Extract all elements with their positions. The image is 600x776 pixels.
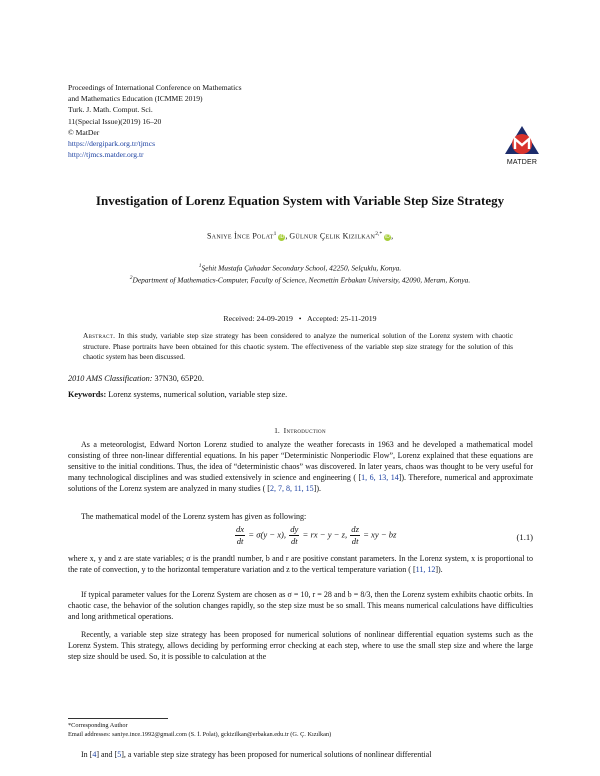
ams-label: 2010 AMS Classification:	[68, 374, 153, 383]
accepted-date: Accepted: 25-11-2019	[306, 314, 377, 323]
equation-body	[234, 524, 396, 547]
section-heading	[40, 426, 560, 435]
denominator: dt	[236, 536, 244, 546]
fraction	[289, 524, 299, 547]
keywords	[68, 390, 287, 399]
author-name: Saniye İnce Polat	[206, 231, 274, 241]
ams-classification	[68, 374, 204, 383]
citation-link[interactable]: 1, 6, 13, 14	[361, 472, 399, 482]
orcid-icon[interactable]: iD	[385, 233, 390, 240]
denominator: dt	[351, 536, 359, 546]
fraction	[350, 524, 360, 547]
affiliation-text: Şehit Mustafa Çuhadar Secondary School, 42250, Selçuklu, Konya.	[201, 263, 402, 273]
submission-dates	[40, 314, 560, 323]
keywords-label: Keywords:	[68, 390, 107, 399]
equation-lorenz	[68, 524, 533, 554]
affiliation-sup: 1	[198, 263, 202, 269]
paragraph-variables	[68, 554, 533, 576]
matder-logo	[490, 124, 554, 166]
paper-title: Investigation of Lorenz Equation System with Variable Step Size Strategy	[95, 193, 505, 208]
date-separator: •	[298, 314, 302, 323]
numerator: dx	[236, 524, 245, 534]
header-line: Turk. J. Math. Comput. Sci.	[68, 105, 153, 115]
footnote-corresponding: *Corresponding Author	[68, 722, 128, 729]
footnote-emails: Email addresses: saniye.ince.1992@gmail.com (S. İ. Polat), gckizilkan@erbakan.edu.tr (G. Ç. Kızılkan)	[68, 731, 332, 738]
ams-value: 37N30, 65P20.	[154, 374, 204, 383]
author-sup: 2,*	[375, 231, 383, 237]
abstract-text: In this study, variable step size strategy has been considered to analyze the numerical solution of the Lorenz system with chaotic structure. Phase portraits have been obtained for this chaotic system. The effectiveness of the variable step size strategy for the solution of this chaotic system has been discussed.	[83, 331, 514, 362]
affiliation	[40, 263, 560, 272]
header-link-dergipark[interactable]: https://dergipark.org.tr/tjmcs	[68, 139, 156, 149]
received-date: Received: 24-09-2019	[223, 314, 293, 323]
abstract	[83, 331, 513, 363]
journal-header	[68, 82, 242, 160]
affiliation-text: Department of Mathematics-Computer, Faculty of Science, Necmettin Erbakan University, 42090, Meram, Konya.	[132, 275, 471, 285]
paragraph-text: ]). Therefore, numerical and approximate solutions of the Lorenz system are analyzed in many studies ( [	[68, 472, 534, 493]
equation-rhs: = xy − bz	[363, 529, 397, 540]
matder-logo-icon	[502, 124, 542, 158]
fraction	[235, 524, 245, 547]
paragraph-parameters: If typical parameter values for the Lorenz System are chosen as σ = 10, r = 28 and b = 8/3, then the Lorenz system exhibits chaotic orbits. In chaotic case, the behavior of the solution changes rapidly, so the step size must be so small. This means numerical calculations have difficulties and long arithmetical operations.	[68, 590, 533, 621]
citation-link[interactable]: 4	[92, 750, 97, 759]
orcid-icon[interactable]: iD	[279, 233, 285, 240]
paragraph-strategy: Recently, a variable step size strategy has been proposed for numerical solutions of nonlinear differential equation systems such as the Lorenz System. This strategy, allows deciding by performing error checking at each step, where to use the small step size and where the large step size should be used. So, it is possible to calculation at the	[68, 630, 533, 661]
numerator: dy	[290, 524, 299, 534]
citation-link[interactable]: 2, 7, 8, 11, 15	[269, 483, 314, 493]
affiliation	[40, 275, 560, 284]
footnote-rule	[68, 718, 168, 719]
denominator: dt	[290, 536, 298, 546]
header-line: Proceedings of International Conference on Mathematics	[68, 83, 242, 92]
paragraph-text: where x, y and z are state variables; σ is the prandtl number, b and r are positive constant parameters. In the Lorenz system, x is proportional to the rate of convection, y to the horizontal temperature variation and z to the vertical temperature variation ( [	[68, 554, 533, 574]
citation-link[interactable]: 11, 12	[415, 564, 436, 574]
affiliation-sup: 2	[129, 275, 133, 281]
section-title: Introduction	[283, 426, 326, 435]
paragraph-text: ], a variable step size strategy has been proposed for numerical solutions of nonlinear differential	[121, 750, 432, 759]
equation-rhs: = σ(y − x),	[248, 529, 287, 540]
paragraph-intro	[68, 440, 533, 495]
header-link-tjmcs[interactable]: http://tjmcs.matder.org.tr	[68, 150, 144, 160]
paragraph-text: In [	[81, 750, 93, 759]
equation-rhs: = rx − y − z,	[302, 529, 348, 540]
paragraph-text: ] and [	[96, 750, 118, 759]
author-name: Gülnur Çelik Kızılkan	[289, 231, 376, 241]
equation-number: (1.1)	[516, 532, 533, 542]
section-number: 1.	[274, 426, 280, 435]
paragraph-text: As a meteorologist, Edward Norton Lorenz studied to analyze the weather forecasts in 1963 and he developed a mathematical model consisting of three non-linear differential equations. In his paper “Deterministic Nonperiodic Flow”, Lorenz explained that these equations are sensitive to the initial conditions. Thus, the idea of “deterministic chaos” was discovered. In later years, chaos was thought to be very useful for many technological disciplines and was studied extensively in science and engineering ( [	[68, 440, 533, 482]
header-line: and Mathematics Education (ICMME 2019)	[68, 94, 203, 104]
abstract-label: Abstract.	[83, 331, 116, 340]
citation-link[interactable]: 5	[117, 750, 122, 759]
author-sup: 1	[273, 231, 277, 237]
logo-text: MATDER	[506, 159, 538, 166]
header-line: © MatDer	[68, 127, 100, 137]
paragraph-references	[68, 750, 533, 761]
paragraph-text: ]).	[313, 483, 321, 493]
numerator: dz	[351, 524, 359, 534]
keywords-value: Lorenz systems, numerical solution, variable step size.	[108, 390, 288, 399]
paragraph-text: ]).	[435, 564, 443, 574]
paragraph-model: The mathematical model of the Lorenz system has given as following:	[81, 512, 307, 521]
header-line: 11(Special Issue)(2019) 16–20	[68, 116, 162, 126]
author-line: Saniye İnce Polat$^1$ iD, Gülnur Çelik Kızılkan$^{2,*}$ iD,	[206, 231, 394, 241]
